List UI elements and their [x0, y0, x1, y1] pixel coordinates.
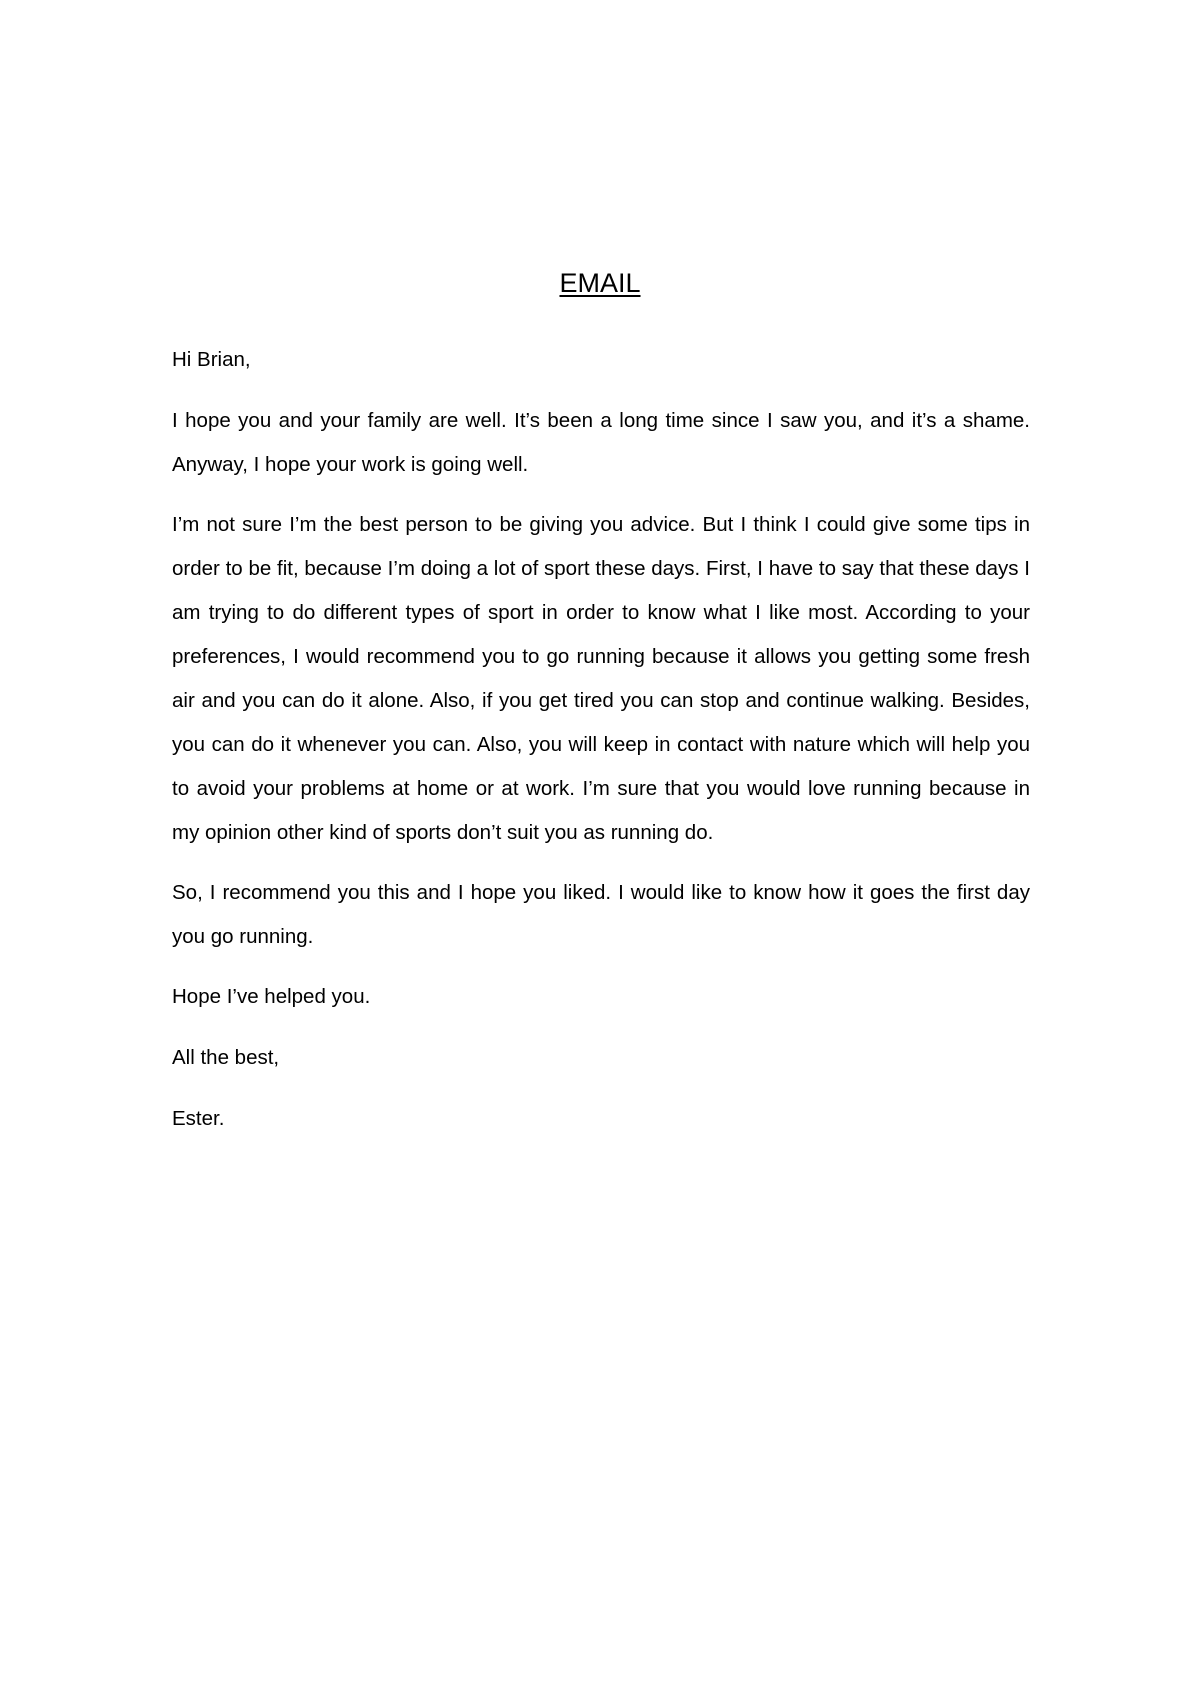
- paragraph-recommendation: So, I recommend you this and I hope you liked. I would like to know how it goes the first day you go running.: [172, 881, 1030, 948]
- greeting: Hi Brian,: [172, 348, 251, 371]
- sign-off: All the best,: [172, 1046, 280, 1069]
- paragraph-intro: I hope you and your family are well. It’s been a long time since I saw you, and it’s a shame. Anyway, I hope your work is going well.: [172, 409, 1030, 476]
- email-body: [172, 338, 1030, 1158]
- document-title: EMAIL: [559, 268, 641, 298]
- closing-line: Hope I’ve helped you.: [172, 985, 371, 1008]
- paragraph-advice: I’m not sure I’m the best person to be giving you advice. But I think I could give some tips in order to be fit, because I’m doing a lot of sport these days. First, I have to say that these days I am trying to do different types of sport in order to know what I like most. According to your preferences, I would recommend you to go running because it allows you getting some fresh air and you can do it alone. Also, if you get tired you can stop and continue walking. Besides, you can do it whenever you can. Also, you will keep in contact with nature which will help you to avoid your problems at home or at work. I’m sure that you would love running because in my opinion other kind of sports don’t suit you as running do.: [172, 513, 1030, 844]
- signature: Ester.: [172, 1107, 225, 1130]
